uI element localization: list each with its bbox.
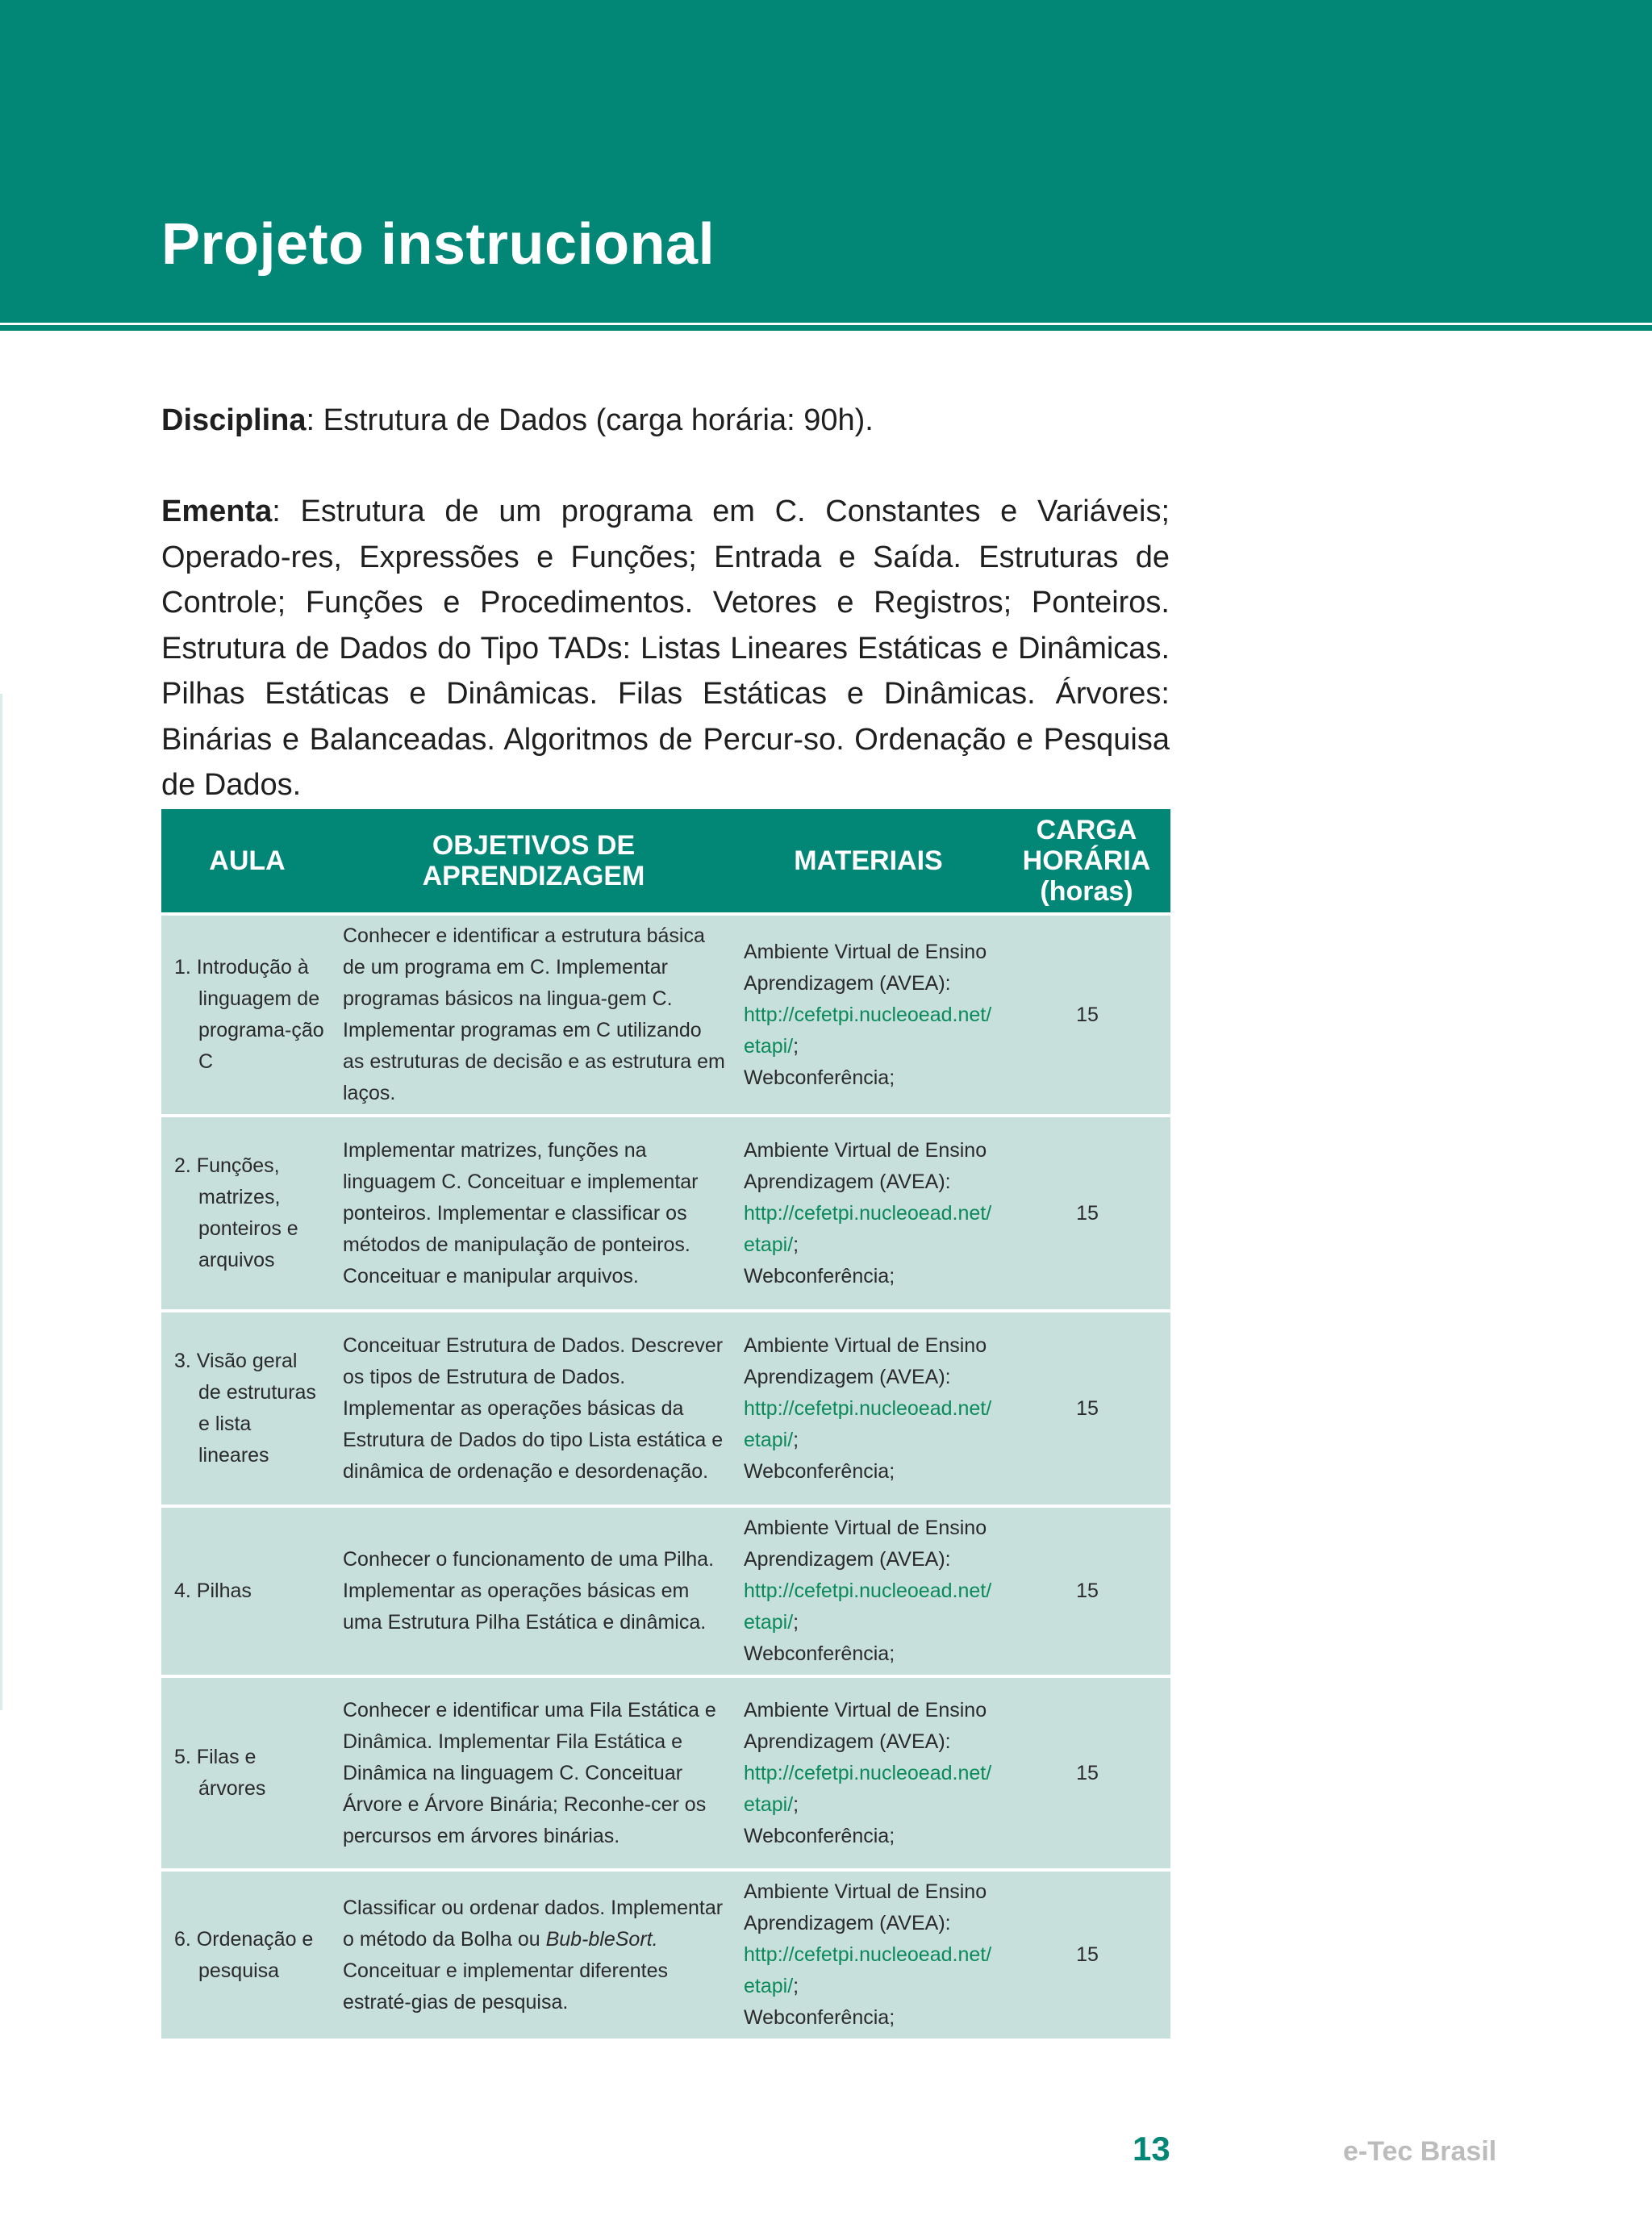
aula-cell — [161, 1870, 333, 2039]
aula-cell — [161, 1311, 333, 1506]
avea-link-part2: etapi/ — [744, 1792, 794, 1816]
discipline-label: Disciplina — [161, 403, 307, 437]
carga-cell: 15 — [1003, 1870, 1170, 2039]
header-carga-line2: HORÁRIA — [1022, 845, 1151, 876]
carga-cell: 15 — [1003, 1506, 1170, 1676]
aula-text: 1. Introdução à linguagem de programa-ção C — [174, 956, 324, 1073]
side-line — [0, 694, 2, 1710]
objetivos-cell — [333, 1870, 734, 2039]
materials-link-line — [744, 1575, 995, 1638]
materials-line1: Ambiente Virtual de Ensino — [744, 940, 987, 963]
carga-cell: 15 — [1003, 1116, 1170, 1311]
link-semicolon: ; — [793, 1611, 799, 1634]
header-carga-line3: (horas) — [1040, 876, 1133, 907]
materials-line1: Ambiente Virtual de Ensino — [744, 1880, 987, 1903]
objetivos-cell: Conhecer e identificar uma Fila Estática e Dinâmica. Implementar Fila Estática e Dinâmica na linguagem C. Conceituar Árvore e Árvore Binária; Reconhe-cer os percursos em árvores binárias. — [333, 1676, 734, 1870]
table-row — [161, 1311, 1170, 1506]
header-carga — [1003, 809, 1170, 914]
materials-line4: Webconferência; — [744, 1824, 895, 1847]
ementa-label: Ementa — [161, 495, 273, 528]
objetivos-text-part1: Classificar ou ordenar dados. Implementar o método da Bolha ou — [343, 1896, 724, 1951]
aula-text: 3. Visão geral de estruturas e lista lineares — [174, 1350, 316, 1467]
materials-line1: Ambiente Virtual de Ensino — [744, 1333, 987, 1357]
avea-link[interactable] — [744, 1762, 991, 1816]
materials-line4: Webconferência; — [744, 1459, 895, 1483]
table-row — [161, 1116, 1170, 1311]
page-title: Projeto instrucional — [161, 212, 715, 277]
link-semicolon: ; — [793, 1428, 799, 1451]
aula-cell — [161, 1116, 333, 1311]
header-objetivos-line2: APRENDIZAGEM — [422, 861, 645, 891]
table-row — [161, 1676, 1170, 1870]
avea-link-part1: http://cefetpi.nucleoead.net/ — [744, 1396, 992, 1420]
aula-cell — [161, 1506, 333, 1676]
avea-link-part2: etapi/ — [744, 1611, 794, 1634]
avea-link[interactable] — [744, 1202, 991, 1256]
header-objetivos — [333, 809, 734, 914]
link-semicolon: ; — [793, 1034, 799, 1058]
materials-link-line — [744, 1939, 995, 2002]
discipline-paragraph — [161, 398, 1170, 443]
header-rule — [0, 325, 1652, 331]
header-aula — [161, 809, 333, 914]
materials-line2: Aprendizagem (AVEA): — [744, 1548, 951, 1571]
ementa-paragraph — [161, 489, 1170, 808]
materials-line4: Webconferência; — [744, 1264, 895, 1287]
materials-link-line — [744, 1198, 995, 1261]
carga-cell: 15 — [1003, 1311, 1170, 1506]
link-semicolon: ; — [793, 1975, 799, 1997]
carga-cell: 15 — [1003, 914, 1170, 1116]
aula-cell — [161, 914, 333, 1116]
header-objetivos-line1: OBJETIVOS DE — [432, 830, 636, 861]
aula-text: 2. Funções, matrizes, ponteiros e arquivos — [174, 1154, 298, 1271]
objetivos-cell: Conhecer o funcionamento de uma Pilha. Implementar as operações básicas em uma Estrutura Pilha Estática e dinâmica. — [333, 1506, 734, 1676]
materials-line4: Webconferência; — [744, 1642, 895, 1665]
avea-link-part1: http://cefetpi.nucleoead.net/ — [744, 1943, 992, 1966]
materiais-cell — [734, 1676, 1003, 1870]
aula-text: 5. Filas e árvores — [174, 1746, 266, 1800]
ementa-text: : Estrutura de um programa em C. Constantes e Variáveis; Operado-res, Expressões e Funções; Entrada e Saída. Estruturas de Controle; Funções e Procedimentos. Vetores e Registros; Ponteiros. Estrutura de Dados do Tipo TADs: Listas Lineares Estáticas e Dinâmicas. Pilhas Estáticas e Dinâmicas. Filas Estáticas e Dinâmicas. Árvores: Binárias e Balanceadas. Algoritmos de Percur-so. Ordenação e Pesquisa de Dados. — [161, 495, 1170, 802]
header-carga-line1: CARGA — [1036, 815, 1137, 845]
avea-link[interactable] — [744, 1943, 991, 1997]
instructional-plan-table — [161, 809, 1170, 2039]
materials-line1: Ambiente Virtual de Ensino — [744, 1138, 987, 1162]
avea-link-part2: etapi/ — [744, 1428, 794, 1451]
materials-line2: Aprendizagem (AVEA): — [744, 1912, 951, 1934]
materials-link-line — [744, 1758, 995, 1821]
materials-line1: Ambiente Virtual de Ensino — [744, 1517, 987, 1539]
table-row — [161, 1506, 1170, 1676]
materials-line1: Ambiente Virtual de Ensino — [744, 1698, 987, 1721]
avea-link-part2: etapi/ — [744, 1034, 794, 1058]
avea-link-part1: http://cefetpi.nucleoead.net/ — [744, 1003, 992, 1026]
aula-text: 6. Ordenação e pesquisa — [174, 1927, 314, 1982]
link-semicolon: ; — [793, 1233, 799, 1256]
header-materiais — [734, 809, 1003, 914]
objetivos-cell: Conceituar Estrutura de Dados. Descrever os tipos de Estrutura de Dados. Implementar as operações básicas da Estrutura de Dados do tipo Lista estática e dinâmica de ordenação e desordenação. — [333, 1311, 734, 1506]
header-aula-label: AULA — [209, 845, 286, 876]
carga-cell: 15 — [1003, 1676, 1170, 1870]
materials-link-line — [744, 999, 995, 1062]
materials-line4: Webconferência; — [744, 1066, 895, 1089]
aula-cell — [161, 1676, 333, 1870]
materials-line2: Aprendizagem (AVEA): — [744, 1730, 951, 1753]
table-row — [161, 1870, 1170, 2039]
materials-line2: Aprendizagem (AVEA): — [744, 971, 951, 995]
brand-label: e-Tec Brasil — [1343, 2136, 1497, 2167]
avea-link-part2: etapi/ — [744, 1233, 794, 1256]
materiais-cell — [734, 914, 1003, 1116]
link-semicolon: ; — [793, 1792, 799, 1816]
header-materiais-label: MATERIAIS — [794, 845, 943, 876]
materials-line2: Aprendizagem (AVEA): — [744, 1170, 951, 1193]
objetivos-italic-term: Bub-bleSort. — [545, 1927, 658, 1951]
avea-link[interactable] — [744, 1004, 991, 1058]
materiais-cell — [734, 1506, 1003, 1676]
page-number: 13 — [1133, 2130, 1170, 2168]
materiais-cell — [734, 1870, 1003, 2039]
materials-link-line — [744, 1393, 995, 1456]
avea-link[interactable] — [744, 1580, 991, 1634]
avea-link-part1: http://cefetpi.nucleoead.net/ — [744, 1580, 992, 1602]
objetivos-cell: Implementar matrizes, funções na linguagem C. Conceituar e implementar ponteiros. Implementar e classificar os métodos de manipulação de ponteiros. Conceituar e manipular arquivos. — [333, 1116, 734, 1311]
materials-line4: Webconferência; — [744, 2006, 895, 2029]
table-header-row — [161, 809, 1170, 914]
avea-link[interactable] — [744, 1397, 991, 1451]
materiais-cell — [734, 1116, 1003, 1311]
avea-link-part2: etapi/ — [744, 1975, 794, 1997]
materiais-cell — [734, 1311, 1003, 1506]
avea-link-part1: http://cefetpi.nucleoead.net/ — [744, 1761, 992, 1784]
table-row — [161, 914, 1170, 1116]
aula-text: 4. Pilhas — [174, 1580, 252, 1602]
discipline-text: : Estrutura de Dados (carga horária: 90h). — [306, 403, 874, 437]
objetivos-text-part2: Conceituar e implementar diferentes estraté-gias de pesquisa. — [343, 1959, 668, 2014]
objetivos-cell: Conhecer e identificar a estrutura básica de um programa em C. Implementar programas básicos na lingua-gem C. Implementar programas em C utilizando as estruturas de decisão e as estrutura em laços. — [333, 914, 734, 1116]
materials-line2: Aprendizagem (AVEA): — [744, 1365, 951, 1388]
avea-link-part1: http://cefetpi.nucleoead.net/ — [744, 1201, 992, 1225]
